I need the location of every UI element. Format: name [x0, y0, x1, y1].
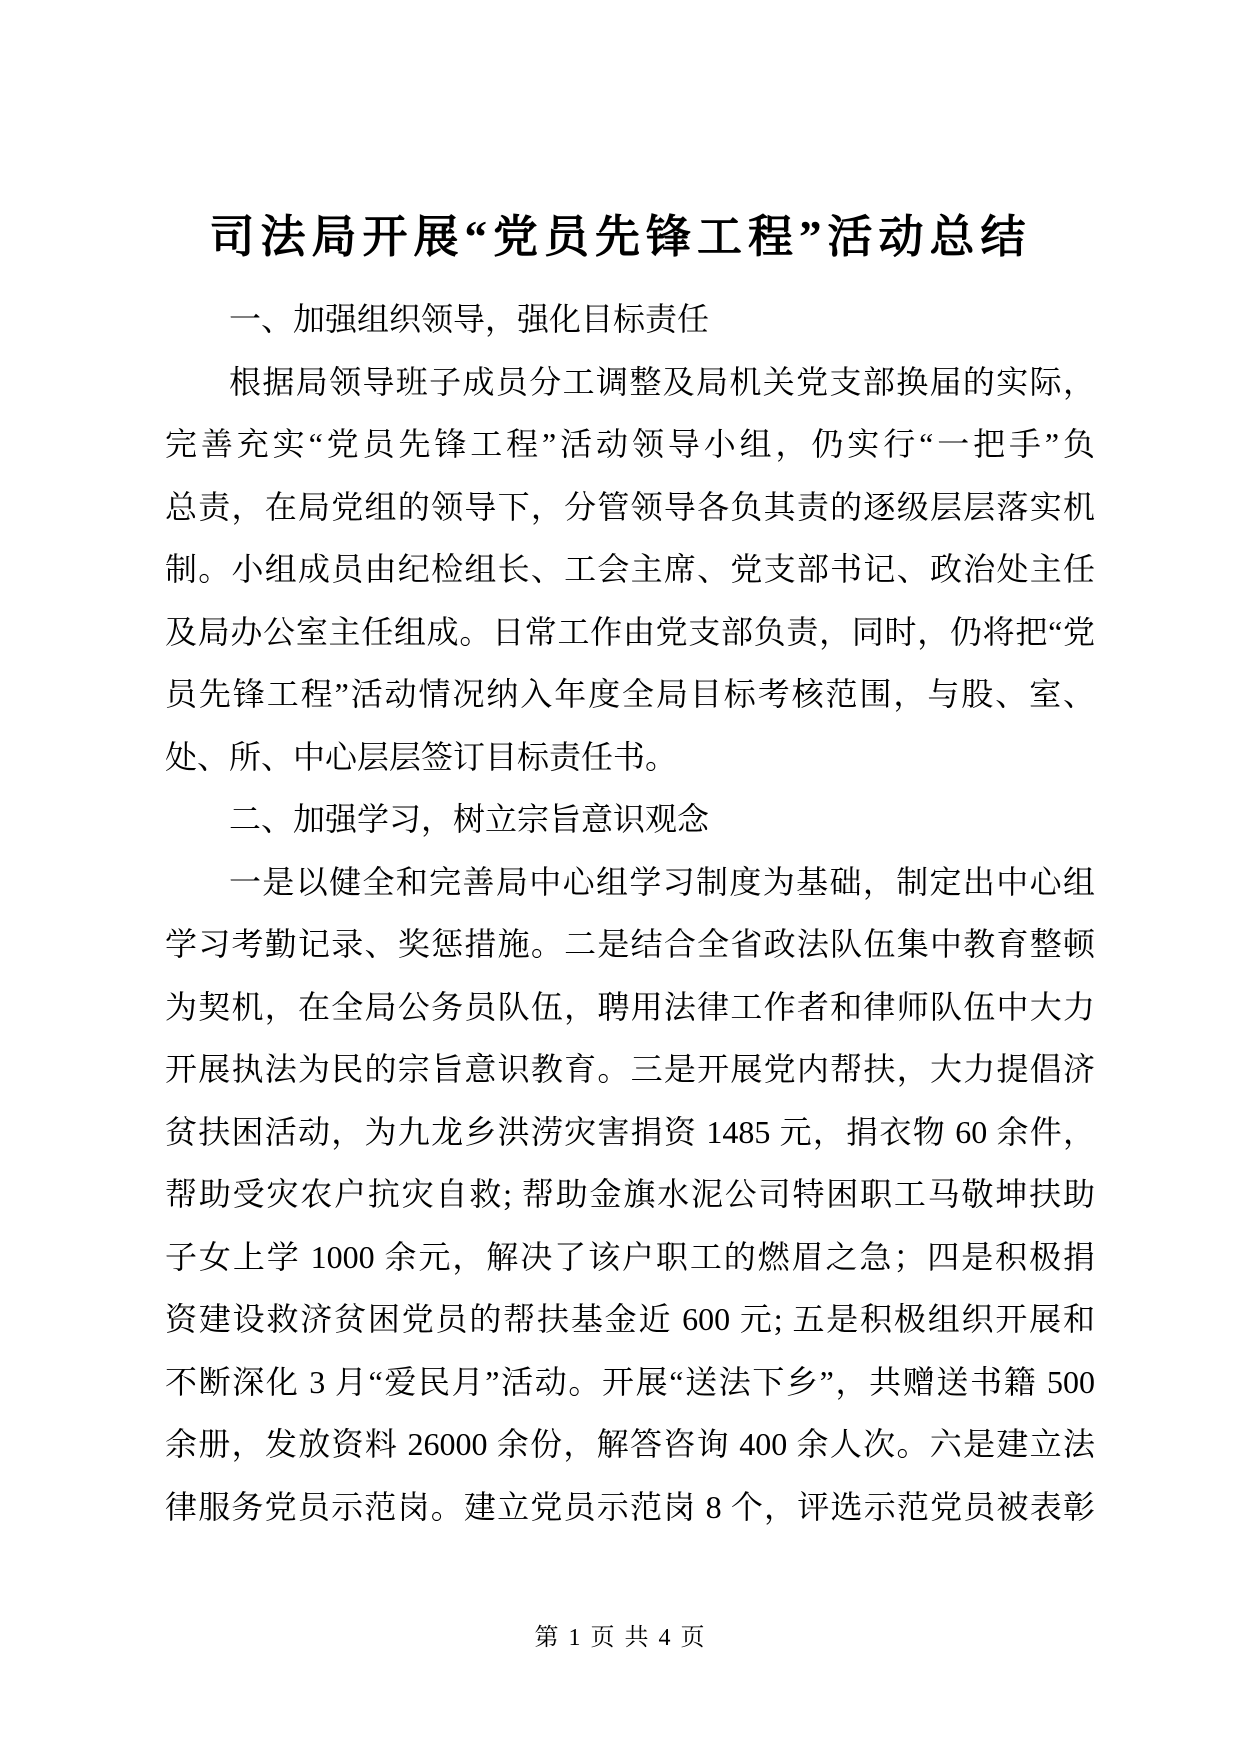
text-line: 及局办公室主任组成。日常工作由党支部负责，同时，仍将把“党	[165, 613, 1095, 650]
text-line: 资建设救济贫困党员的帮扶基金近 600 元; 五是积极组织开展和	[165, 1301, 1095, 1337]
text-line: 贫扶困活动，为九龙乡洪涝灾害捐资 1485 元，捐衣物 60 余件，	[165, 1113, 1095, 1150]
text-line: 制。小组成员由纪检组长、工会主席、党支部书记、政治处主任	[165, 551, 1095, 587]
document-title: 司法局开展“党员先锋工程”活动总结	[209, 212, 1032, 262]
text-line: 总责，在局党组的领导下，分管领导各负其责的逐级层层落实机	[165, 488, 1095, 525]
text-line: 子女上学 1000 余元，解决了该户职工的燃眉之急；四是积极捐	[165, 1238, 1095, 1275]
text-line: 余册，发放资料 26000 余份，解答咨询 400 余人次。六是建立法	[165, 1426, 1095, 1462]
text-line: 开展执法为民的宗旨意识教育。三是开展党内帮扶，大力提倡济	[165, 1051, 1095, 1087]
text-line: 一是以健全和完善局中心组学习制度为基础，制定出中心组	[229, 863, 1095, 900]
text-line: 完善充实“党员先锋工程”活动领导小组，仍实行“一把手”负	[165, 426, 1095, 462]
text-line: 不断深化 3 月“爱民月”活动。开展“送法下乡”，共赠送书籍 500	[165, 1363, 1095, 1400]
text-line: 律服务党员示范岗。建立党员示范岗 8 个，评选示范党员被表彰	[165, 1488, 1095, 1525]
text-line: 处、所、中心层层签订目标责任书。	[165, 738, 678, 775]
section-heading-2: 二、加强学习，树立宗旨意识观念	[229, 801, 710, 837]
document-body	[165, 288, 1095, 1538]
text-line: 帮助受灾农户抗灾自救; 帮助金旗水泥公司特困职工马敬坤扶助	[165, 1176, 1095, 1212]
page-number-footer: 第 1 页 共 4 页	[534, 1625, 707, 1651]
text-line: 根据局领导班子成员分工调整及局机关党支部换届的实际，	[229, 363, 1095, 400]
text-line: 为契机，在全局公务员队伍，聘用法律工作者和律师队伍中大力	[165, 988, 1095, 1025]
text-line: 学习考勤记录、奖惩措施。二是结合全省政法队伍集中教育整顿	[165, 926, 1095, 962]
section-heading-1: 一、加强组织领导，强化目标责任	[229, 301, 710, 337]
text-line: 员先锋工程”活动情况纳入年度全局目标考核范围，与股、室、	[165, 676, 1095, 712]
